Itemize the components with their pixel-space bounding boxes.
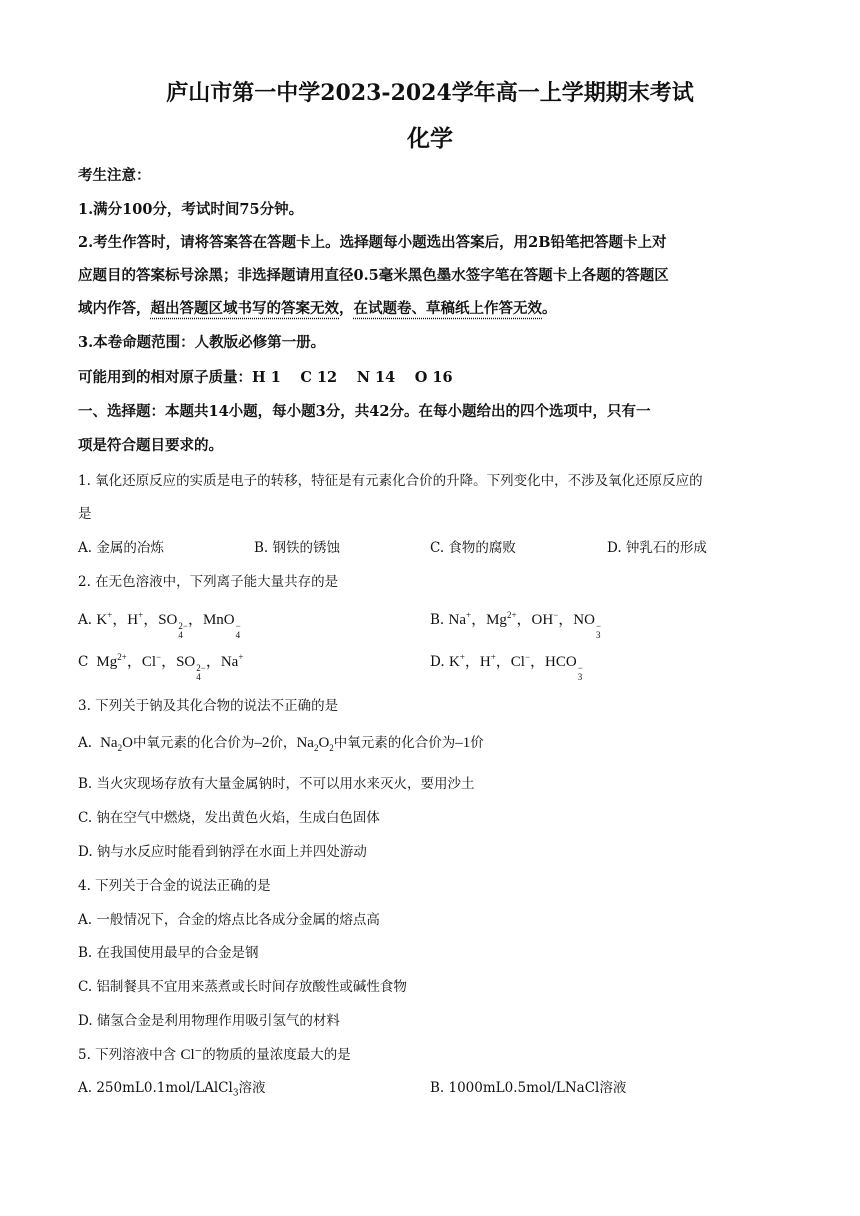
option-label: C [78, 654, 89, 670]
notice-item-3: 3.本卷命题范围：人教版必修第一册。 [78, 334, 326, 351]
subscript: 3 [232, 1088, 239, 1099]
question-4-option-a: A. 一般情况下，合金的熔点比各成分金属的熔点高 [78, 912, 380, 928]
option-text: 价 [470, 735, 484, 751]
notice-text: 域内作答， [78, 300, 151, 317]
question-2-stem: 2. 在无色溶液中，下列离子能大量共存的是 [78, 574, 339, 590]
option-text: 价， [269, 735, 297, 751]
valence-value: –2 [254, 735, 270, 751]
question-2-option-c [78, 650, 243, 682]
option-text: 中氧元素的化合价为 [333, 735, 456, 751]
valence-value: –1 [455, 735, 471, 751]
question-1-option-d: D. 钟乳石的形成 [607, 540, 707, 556]
question-2-option-a [78, 608, 241, 640]
atomic-mass-line: 可能用到的相对原子质量：H 1 C 12 N 14 O 16 [78, 369, 453, 386]
question-3-option-c: C. 钠在空气中燃烧，发出黄色火焰，生成白色固体 [78, 810, 380, 826]
stem-text: 的物质的量浓度最大的是 [202, 1047, 351, 1063]
notice-item-2-line-1: 2.考生作答时，请将答案答在答题卡上。选择题每小题选出答案后，用2B铅笔把答题卡上对 [78, 234, 667, 251]
option-text: A. 250mL0.1mol/LAlCl [78, 1080, 233, 1096]
emphasis-text: 超出答题区域书写的答案无效 [150, 300, 339, 317]
option-text: 中氧元素的化合价为 [132, 735, 255, 751]
question-1-stem-cont: 是 [78, 506, 92, 522]
question-4-option-c: C. 铝制餐具不宜用来蒸煮或长时间存放酸性或碱性食物 [78, 979, 407, 995]
question-4-option-d: D. 储氢合金是利用物理作用吸引氢气的材料 [78, 1013, 340, 1029]
option-label: D. [430, 654, 445, 670]
ion-formula: Na+，$Mg^{2+}$，OH−，NO − 3 [448, 610, 602, 640]
stem-text: 5. 下列溶液中含 [78, 1047, 177, 1063]
ion-formula: K+，H+，SO 2− 4 ，MnO − 4 [96, 610, 241, 640]
question-4-stem: 4. 下列关于合金的说法正确的是 [78, 878, 271, 894]
question-1-stem: 1. 氧化还原反应的实质是电子的转移，特征是有元素化合价的升降。下列变化中，不涉及氧化还原反应的 [78, 473, 703, 489]
section-1-heading-line-1: 一、选择题：本题共14小题，每小题3分，共42分。在每小题给出的四个选项中，只有一 [78, 403, 651, 420]
question-1-option-c: C. 食物的腐败 [430, 540, 516, 556]
option-text: 溶液 [238, 1080, 266, 1096]
option-label: A. [78, 735, 93, 751]
notice-heading: 考生注意： [78, 167, 151, 184]
option-label: A. [78, 612, 93, 628]
notice-item-1: 1.满分100分，考试时间75分钟。 [78, 201, 304, 218]
question-5-option-a [78, 1076, 266, 1099]
formula-na2o: $Na_2O$ [96, 735, 133, 753]
chloride-symbol: Cl [180, 1047, 195, 1063]
question-3-option-a [78, 731, 484, 753]
ion-formula: $Mg^{2+}$，Cl−，SO 2− 4 ，Na+ [92, 652, 244, 682]
exam-title: 庐山市第一中学2023-2024学年高一上学期期末考试 [166, 80, 694, 106]
formula-na2o2: $Na_2O_2$ [296, 735, 334, 753]
question-3-option-b: B. 当火灾现场存放有大量金属钠时，不可以用水来灭火，要用沙土 [78, 776, 475, 792]
subject-title: 化学 [407, 125, 453, 152]
question-2-option-b [430, 608, 601, 640]
question-4-option-b: B. 在我国使用最早的合金是钢 [78, 945, 259, 961]
option-label: B. [430, 612, 445, 628]
question-5-stem: 5. 下列溶液中含 Cl−的物质的量浓度最大的是 [78, 1046, 351, 1063]
question-1-option-a: A. 金属的冶炼 [78, 540, 164, 556]
notice-text: ， [339, 300, 354, 317]
section-1-heading-line-2: 项是符合题目要求的。 [78, 437, 223, 454]
question-2-option-d [430, 650, 583, 682]
question-1-option-b: B. 钢铁的锈蚀 [254, 540, 341, 556]
notice-item-2-line-2: 应题目的答案标号涂黑；非选择题请用直径0.5毫米黑色墨水签字笔在答题卡上各题的答题区 [78, 267, 669, 284]
notice-item-2-line-3 [78, 297, 557, 318]
emphasis-text: 在试题卷、草稿纸上作答无效 [353, 300, 542, 317]
ion-formula: K+，H+，Cl−，HCO − 3 [448, 652, 583, 682]
question-3-stem: 3. 下列关于钠及其化合物的说法不正确的是 [78, 698, 339, 714]
question-3-option-d: D. 钠与水反应时能看到钠浮在水面上并四处游动 [78, 844, 367, 860]
question-5-option-b: B. 1000mL0.5mol/LNaCl溶液 [430, 1080, 627, 1096]
notice-text: 。 [542, 300, 557, 317]
